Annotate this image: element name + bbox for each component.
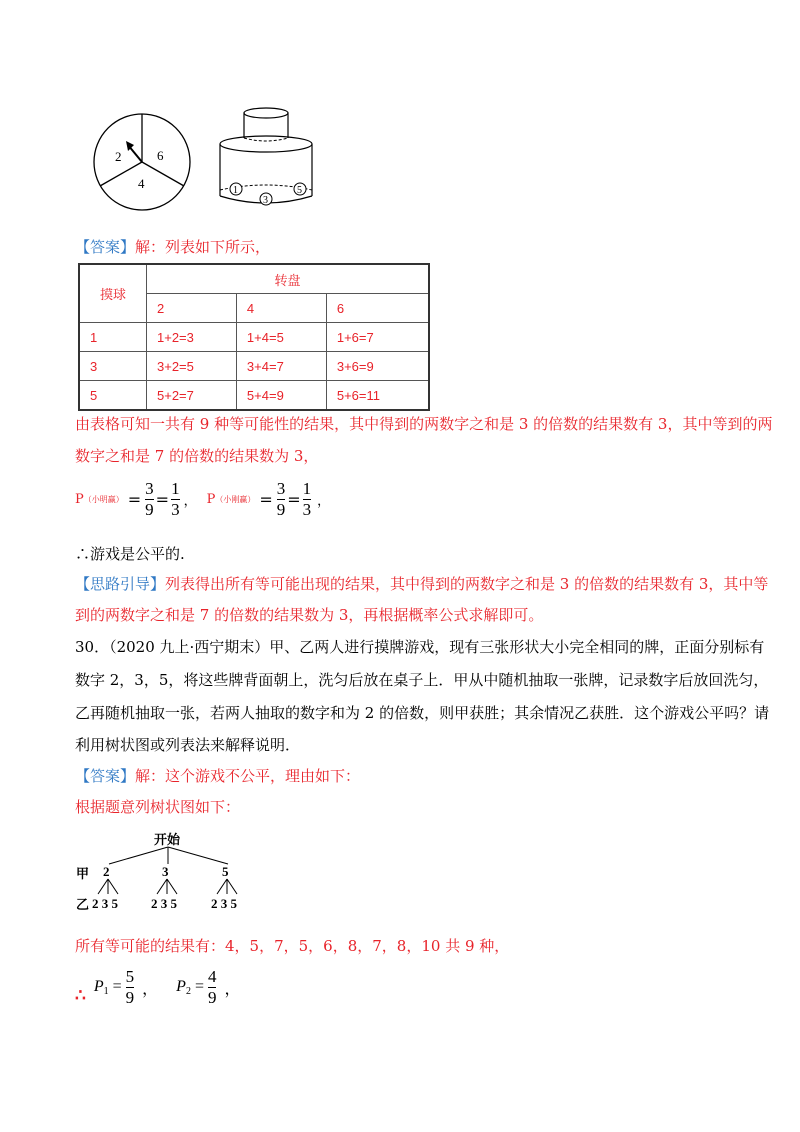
table-col: 6 — [326, 294, 429, 323]
equals: = — [155, 489, 170, 509]
question-text: 乙再随机抽取一张，若两人抽取的数字和为 2 的倍数，则甲获胜；其余情况乙获胜．这个游戏公平吗？请 — [75, 704, 770, 722]
fraction: $\frac{1}{3}$ — [302, 478, 312, 519]
comma: ， — [183, 493, 197, 509]
answer-text: 解：这个游戏不公平，理由如下： — [135, 767, 361, 785]
spinner-label: 6 — [157, 148, 164, 163]
fraction: $\frac{1}{3}$ — [171, 478, 180, 519]
spinner-label: 2 — [115, 149, 122, 164]
hint-text: 到的两数字之和是 7 的倍数的结果数为 3，再根据概率公式求解即可。 — [75, 606, 544, 624]
prob-subscript: （小刚赢） — [215, 494, 256, 504]
prob-label: P — [206, 491, 216, 507]
answer-text: 根据题意列树状图如下： — [75, 798, 241, 816]
fraction: $\frac{5}{9}$ — [125, 966, 135, 1007]
tree-root: 开始 — [154, 833, 181, 848]
hint-line — [75, 574, 768, 594]
ball-label: 5 — [297, 185, 302, 196]
question-text: 30．（2020 九上·西宁期末）甲、乙两人进行摸牌游戏，现有三张形状大小完全相同的牌，正面分别标有 — [75, 638, 765, 656]
equals: = — [127, 489, 142, 509]
comma: ， — [317, 493, 331, 509]
table-row-header: 摸球 — [79, 264, 147, 323]
ball-label: 1 — [233, 185, 238, 196]
results-text: 所有等可能的结果有：4，5，7，5，6，8，7，8，10 共 9 种， — [75, 937, 510, 955]
table-row-label: 3 — [79, 352, 147, 381]
equals: = — [112, 978, 122, 995]
result-table — [78, 263, 430, 411]
table-cell: 3+4=7 — [236, 352, 326, 381]
table-cell: 1+2=3 — [147, 323, 237, 352]
prob-label: P — [75, 491, 84, 507]
equals: = — [194, 978, 204, 995]
table-cell: 1+4=5 — [236, 323, 326, 352]
question-text: 利用树状图或列表法来解释说明． — [75, 736, 301, 754]
equals: = — [259, 489, 273, 509]
table-col: 2 — [147, 294, 237, 323]
answer-tag: 【答案】 — [75, 238, 136, 256]
table-row-label: 1 — [79, 323, 147, 352]
table-row-label: 5 — [79, 381, 147, 411]
tree-leaves: 2 3 5 — [92, 896, 118, 911]
answer-line — [75, 237, 270, 257]
answer-text-line: 数字之和是 7 的倍数的结果数为 3， — [75, 447, 319, 465]
answer-intro: 解：列表如下所示， — [135, 238, 271, 256]
therefore-symbol: ∴ — [75, 986, 86, 1005]
table-row — [79, 352, 429, 381]
tree-level-label: 乙 — [76, 898, 90, 913]
table-col: 4 — [236, 294, 326, 323]
answer-line — [75, 766, 360, 786]
comma: ， — [224, 980, 241, 998]
fraction: $\frac{3}{9}$ — [276, 478, 286, 519]
table-cell: 1+6=7 — [326, 323, 429, 352]
hint-tag: 【思路引导】 — [75, 575, 166, 593]
hint-text: 列表得出所有等可能出现的结果，其中得到的两数字之和是 3 的倍数的结果数有 3，其中等 — [165, 575, 769, 593]
table-cell: 3+6=9 — [326, 352, 429, 381]
tree-leaves: 2 3 5 — [151, 896, 177, 911]
tree-diagram — [72, 830, 262, 920]
table-cell: 5+6=11 — [326, 381, 429, 411]
question-text: 数字 2，3，5，将这些牌背面朝上，洗匀后放在桌子上．甲从中随机抽取一张牌，记录数字后放回洗匀， — [75, 671, 769, 689]
prob-subscript: （小明赢） — [83, 494, 124, 504]
answer-tag: 【答案】 — [75, 767, 136, 785]
fraction: $\frac{3}{9}$ — [145, 478, 154, 519]
final-probability-line — [75, 964, 240, 1010]
spinner-figure — [90, 105, 200, 215]
ball-label: 3 — [263, 195, 268, 206]
spinner-label: 4 — [138, 176, 145, 191]
fraction: $\frac{4}{9}$ — [207, 966, 217, 1007]
tree-level-label: 甲 — [76, 867, 90, 882]
tree-node: 5 — [222, 864, 229, 879]
table-col-header: 转盘 — [147, 264, 430, 294]
conclusion: ∴游戏是公平的. — [75, 545, 185, 563]
table-cell: 5+4=9 — [236, 381, 326, 411]
ball-box-figure — [218, 104, 328, 214]
answer-text-line: 由表格可知一共有 9 种等可能性的结果，其中得到的两数字之和是 3 的倍数的结果数有 3，其中等到的两 — [75, 415, 773, 433]
prob-symbol: P — [93, 978, 104, 995]
prob-subscript: 1 — [103, 985, 109, 997]
prob-symbol: P — [176, 978, 186, 995]
table-cell: 5+2=7 — [147, 381, 237, 411]
comma: ， — [142, 980, 159, 998]
tree-leaves: 2 3 5 — [211, 896, 237, 911]
probability-line — [75, 476, 330, 522]
tree-node: 2 — [103, 864, 110, 879]
prob-subscript: 2 — [185, 985, 191, 997]
table-cell: 3+2=5 — [147, 352, 237, 381]
tree-node: 3 — [162, 864, 169, 879]
table-row — [79, 381, 429, 411]
table-row — [79, 323, 429, 352]
equals: = — [287, 489, 301, 509]
